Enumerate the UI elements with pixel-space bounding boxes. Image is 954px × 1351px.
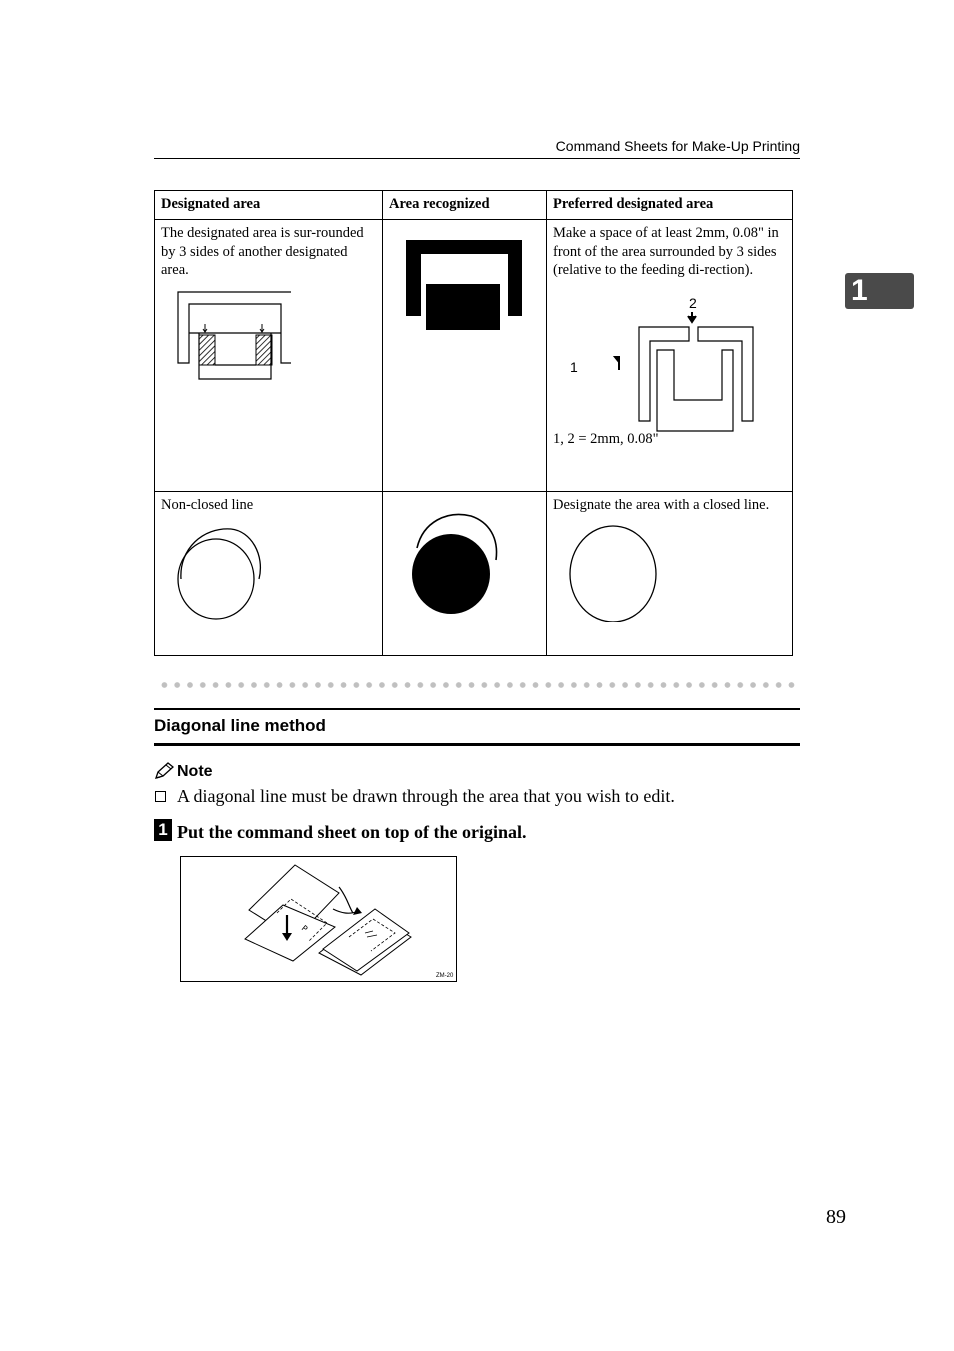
running-header: Command Sheets for Make-Up Printing <box>555 138 800 154</box>
cell-text: The designated area is sur-rounded by 3 sides of another designated area. <box>161 225 364 279</box>
closed-line-diagram <box>553 517 673 622</box>
recognized-filled-circle-diagram <box>389 508 529 618</box>
header-divider <box>154 158 800 159</box>
table-row <box>155 220 793 492</box>
section-title: Diagonal line method <box>154 716 326 735</box>
step-figure <box>180 856 457 982</box>
step-number: 1 <box>154 819 172 841</box>
three-sides-diagram <box>161 286 291 381</box>
cell-recognized-3-sides <box>383 220 547 492</box>
cell-designated-3-sides <box>155 220 383 492</box>
designation-table <box>154 190 793 656</box>
cell-preferred-3-sides <box>547 220 793 492</box>
section-rule-bottom <box>154 743 800 746</box>
cell-text: Designate the area with a closed line. <box>553 497 770 514</box>
column-header-recognized: Area recognized <box>383 191 547 220</box>
non-closed-line-diagram <box>161 517 281 622</box>
dimension-label-2: 2 <box>689 294 697 311</box>
cell-text: Non-closed line <box>161 497 254 514</box>
note-label: Note <box>177 763 213 780</box>
column-header-preferred: Preferred designated area <box>547 191 793 220</box>
dotted-separator <box>158 680 800 690</box>
dimension-footnote: 1, 2 = 2mm, 0.08" <box>553 430 659 447</box>
preferred-area-diagram <box>553 280 793 450</box>
figure-code: ZM-20 <box>436 973 454 979</box>
note-item: A diagonal line must be drawn through the area that you wish to edit. <box>177 786 675 806</box>
command-sheet-illustration <box>181 857 456 981</box>
table-row <box>155 492 793 656</box>
cell-preferred-non-closed <box>547 492 793 656</box>
dimension-label-1: 1 <box>570 358 578 375</box>
table-header-row <box>155 191 793 220</box>
checkbox-icon <box>155 791 166 802</box>
column-header-designated: Designated area <box>155 191 383 220</box>
svg-text:P: P <box>299 923 310 934</box>
cell-recognized-non-closed <box>383 492 547 656</box>
cell-text: Make a space of at least 2mm, 0.08" in front of the area surrounded by 3 sides (relative to the feeding di-rection). <box>553 225 779 279</box>
recognized-area-diagram <box>389 234 529 334</box>
chapter-tab: 1 <box>845 273 914 309</box>
step-instruction: Put the command sheet on top of the original. <box>177 822 527 842</box>
page-number: 89 <box>826 1206 846 1228</box>
cell-designated-non-closed <box>155 492 383 656</box>
section-rule-top <box>154 708 800 710</box>
pencil-icon <box>154 762 174 780</box>
